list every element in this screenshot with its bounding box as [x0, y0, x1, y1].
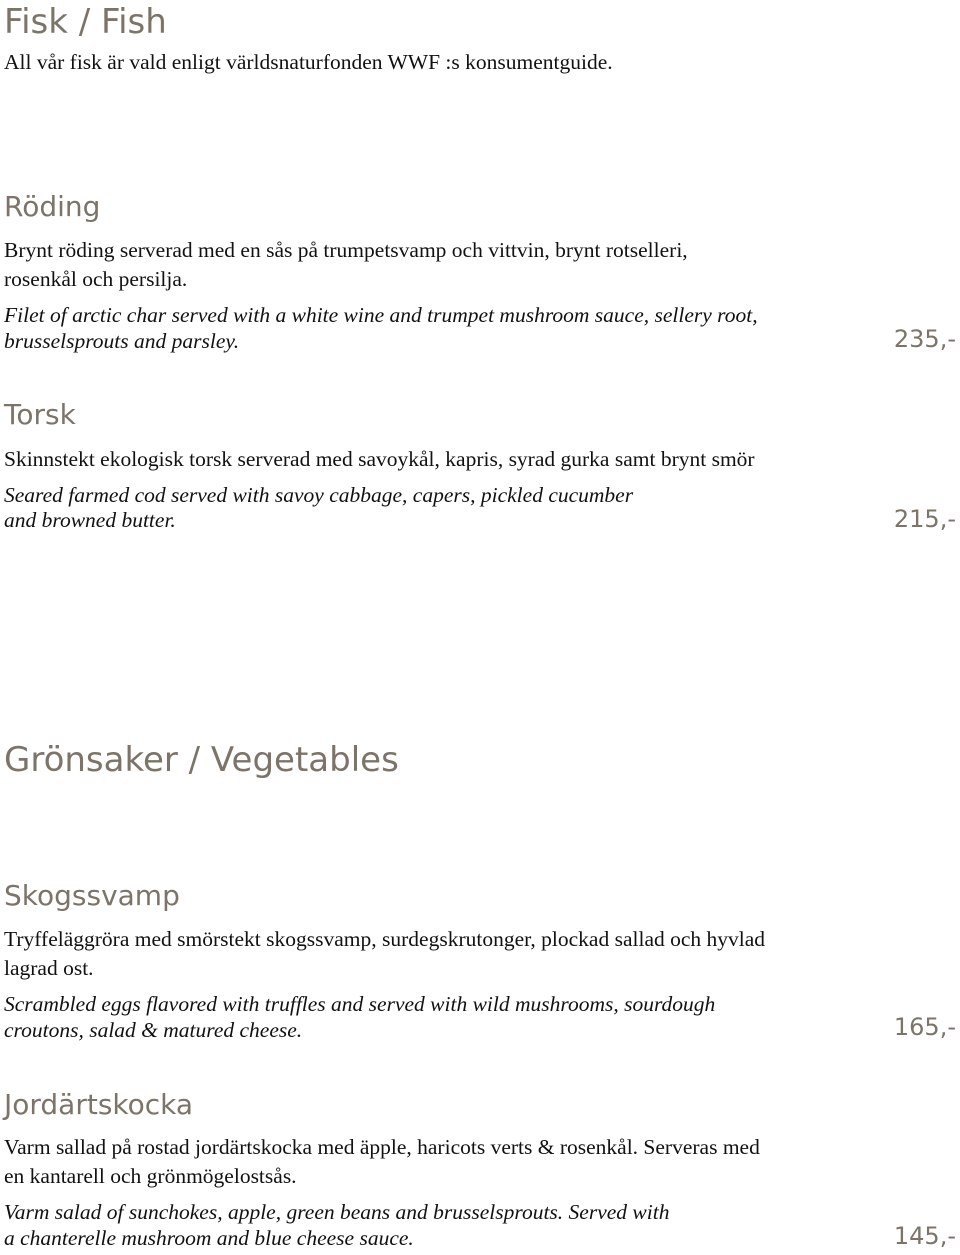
dish-jordartskocka-description-en-line2: a chanterelle mushroom and blue cheese sauce.: [4, 1226, 414, 1250]
dish-skogssvamp-description-en-line2: croutons, salad & matured cheese.: [4, 1018, 303, 1042]
dish-torsk-description-en-line1: Seared farmed cod served with savoy cabbage, capers, pickled cucumber: [4, 483, 634, 507]
fish-section-title: Fisk / Fish: [4, 2, 167, 42]
vegetables-section-title: Grönsaker / Vegetables: [4, 740, 399, 780]
dish-skogssvamp-price: 165,-: [893, 1013, 956, 1041]
dish-jordartskocka-description-sv-line2: en kantarell och grönmögelostsås.: [4, 1164, 297, 1188]
dish-roding-name: Röding: [4, 190, 101, 223]
dish-jordartskocka-name: Jordärtskocka: [4, 1088, 194, 1121]
dish-jordartskocka-description-sv-line1: Varm sallad på rostad jordärtskocka med äpple, haricots verts & rosenkål. Serveras med: [4, 1135, 760, 1159]
dish-roding-description-en-line2: brusselsprouts and parsley.: [4, 329, 240, 353]
dish-torsk-description-en-line2: and browned butter.: [4, 508, 176, 532]
dish-roding-description-en-line1: Filet of arctic char served with a white wine and trumpet mushroom sauce, sellery root,: [4, 303, 758, 327]
dish-torsk-price: 215,-: [893, 505, 956, 533]
dish-skogssvamp-description-en-line1: Scrambled eggs flavored with truffles and served with wild mushrooms, sourdough: [4, 992, 716, 1016]
dish-roding-price: 235,-: [893, 325, 956, 353]
dish-skogssvamp-description-sv-line1: Tryffeläggröra med smörstekt skogssvamp, surdegskrutonger, plockad sallad och hyvlad: [4, 927, 766, 951]
dish-jordartskocka-price: 145,-: [893, 1222, 956, 1250]
dish-skogssvamp-description-sv-line2: lagrad ost.: [4, 956, 94, 980]
fish-section-intro: All vår fisk är vald enligt världsnaturfonden WWF :s konsumentguide.: [4, 50, 613, 74]
dish-jordartskocka-description-en-line1: Varm salad of sunchokes, apple, green beans and brusselsprouts. Served with: [4, 1200, 670, 1224]
dish-roding-description-sv-line1: Brynt röding serverad med en sås på trumpetsvamp och vittvin, brynt rotselleri,: [4, 238, 688, 262]
dish-skogssvamp-name: Skogssvamp: [4, 879, 180, 912]
dish-torsk-name: Torsk: [4, 398, 76, 431]
dish-roding-description-sv-line2: rosenkål och persilja.: [4, 267, 188, 291]
dish-torsk-description-sv-line1: Skinnstekt ekologisk torsk serverad med savoykål, kapris, syrad gurka samt brynt smör: [4, 447, 755, 471]
